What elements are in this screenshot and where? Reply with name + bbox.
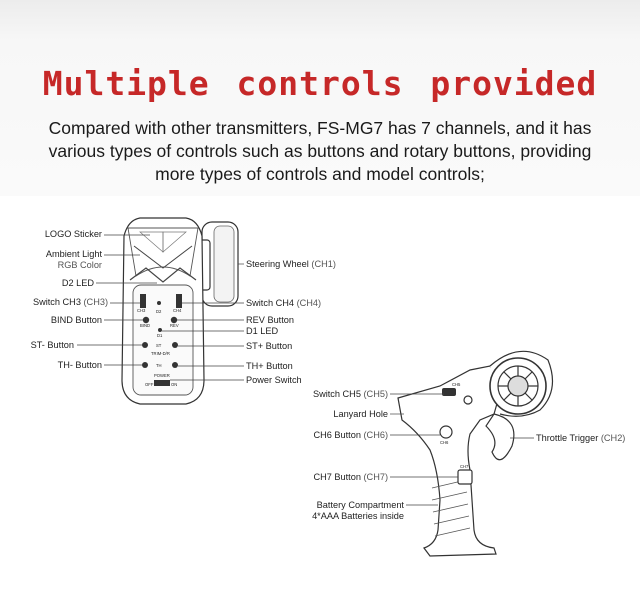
panel-power: POWER [154,373,170,378]
label-rev-button: REV Button [246,315,295,325]
label-switch-ch4 [246,298,321,309]
label-d2-led: D2 LED [61,278,94,288]
label-ambient-light-sub: RGB Color [57,260,102,270]
panel-bind: BIND [140,323,151,328]
body-ch7: CH7 [460,464,469,469]
label-steering-wheel-text: Steering Wheel [246,259,309,269]
label-th-plus: TH+ Button [246,361,293,371]
label-switch-ch4-sub: (CH4) [296,298,322,308]
label-ch6-button-sub: (CH6) [363,430,388,440]
panel-trim: TRIM-D/R [151,351,170,356]
panel-th: TH [156,363,162,368]
label-ambient-light-text: Ambient Light [45,249,102,259]
panel-off: OFF [145,382,154,387]
panel-on: ON [171,382,178,387]
label-st-plus: ST+ Button [246,341,293,351]
label-logo-sticker: LOGO Sticker [44,229,102,239]
label-steering-wheel-sub: (CH1) [311,259,336,269]
description: Compared with other transmitters, FS-MG7 has 7 channels, and it has various types of controls such as buttons and rotary buttons, providing more types of controls and model controls; [48,118,592,184]
label-throttle-sub: (CH2) [600,433,626,443]
label-ch7-button [290,472,388,483]
label-ch7-button-text: CH7 Button [313,472,361,482]
body-ch6: CH6 [440,440,449,445]
label-battery [290,500,404,522]
label-switch-ch5 [290,389,388,400]
label-lanyard-hole: Lanyard Hole [333,409,388,419]
label-ch7-button-sub: (CH7) [363,472,388,482]
label-battery-text: Battery Compartment [316,500,404,510]
panel-ch4: CH4 [173,308,182,313]
label-bind-button: BIND Button [50,315,102,325]
label-switch-ch3-sub: (CH3) [83,297,108,307]
label-switch-ch3 [10,297,108,308]
label-throttle-text: Throttle Trigger [536,433,599,443]
panel-rev: REV [170,323,179,328]
label-d1-led: D1 LED [246,326,279,336]
panel-st: ST [156,343,162,348]
panel-d2: D2 [156,309,162,314]
panel-d1: D1 [157,333,163,338]
label-ch6-button-text: CH6 Button [313,430,361,440]
headline: Multiple controls provided [42,64,598,103]
label-steering-wheel [246,259,336,270]
label-switch-ch5-text: Switch CH5 [312,389,361,399]
label-ch6-button [290,430,388,441]
label-battery-sub: 4*AAA Batteries inside [312,511,404,521]
label-power-switch: Power Switch [246,375,302,385]
label-switch-ch3-text: Switch CH3 [32,297,81,307]
panel-ch3: CH3 [137,308,146,313]
label-st-minus: ST- Button [30,340,74,350]
body-ch5: CH5 [452,382,461,387]
label-switch-ch4-text: Switch CH4 [246,298,294,308]
label-switch-ch5-sub: (CH5) [363,389,388,399]
label-ambient-light [20,249,102,271]
label-throttle-trigger [536,433,625,444]
label-th-minus: TH- Button [57,360,102,370]
